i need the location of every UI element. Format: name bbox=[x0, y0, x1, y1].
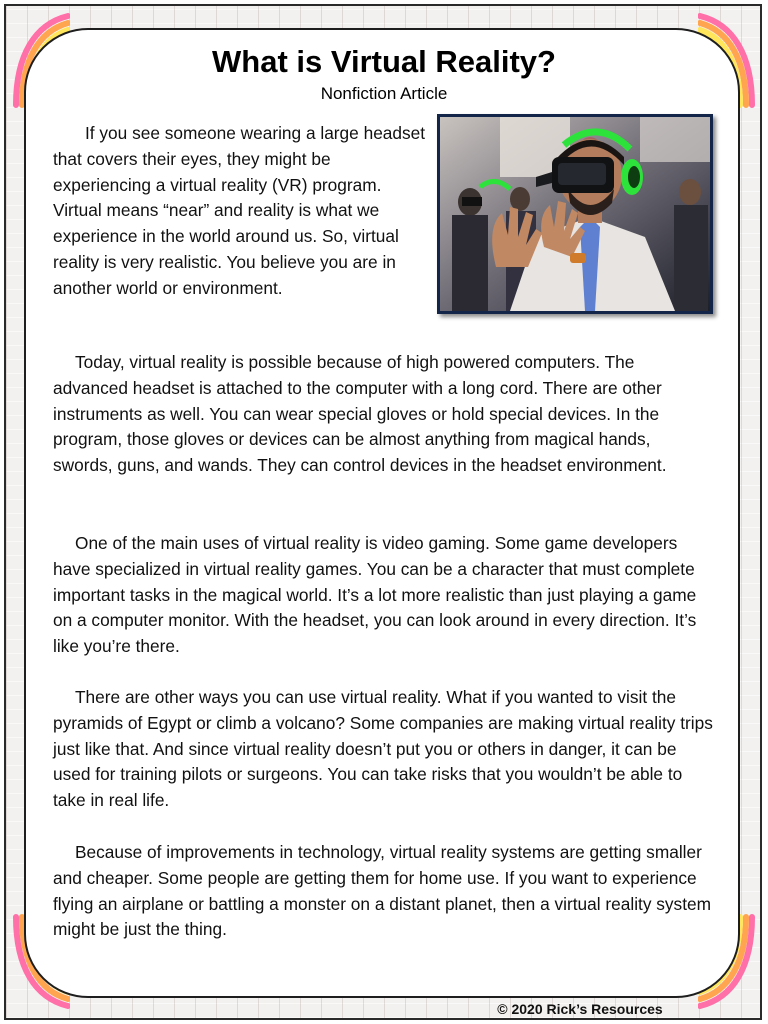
article-paragraph-1: If you see someone wearing a large headset that covers their eyes, they might be experiencing a virtual reality (VR) program. Virtual means “near” and reality is what we experience in the world around us. So, virtual reality is very realistic. You believe you are in another world or environment. bbox=[53, 123, 426, 298]
article-paragraph-2: Today, virtual reality is possible because of high powered computers. The advanced headset is attached to the computer with a long cord. There are other instruments as well. You can wear special gloves or hold special devices. In the program, those gloves or devices can be almost anything from magical hands, swords, guns, and wands. They can control devices in the headset environment. bbox=[53, 352, 667, 476]
copyright-notice: © 2020 Rick’s Resources bbox=[497, 1001, 663, 1017]
article-paragraph-4: There are other ways you can use virtual reality. What if you wanted to visit the pyramids of Egypt or climb a volcano? Some companies are making virtual reality trips just like that. And since virtual reality doesn’t put you or others in danger, it can be used for training pilots or surgeons. You can take risks that you wouldn’t be able to take in real life. bbox=[53, 687, 713, 811]
vr-headset-photo bbox=[437, 114, 713, 314]
article-paragraph-5: Because of improvements in technology, virtual reality systems are getting smaller and cheaper. Some people are getting them for home use. If you want to experience flying an airplane or battling a monster on a distant planet, then a virtual reality system might be just the thing. bbox=[53, 842, 712, 940]
article-paragraph-3: One of the main uses of virtual reality is video gaming. Some game developers have specialized in virtual reality games. You can be a character that must complete important tasks in the magical world. It’s a lot more realistic than just playing a game on a computer monitor. With the headset, you can look around in every direction. It’s like you’re there. bbox=[53, 533, 697, 657]
page-subtitle: Nonfiction Article bbox=[320, 84, 448, 103]
vr-headset-photo-icon bbox=[440, 117, 710, 311]
page-title: What is Virtual Reality? bbox=[212, 44, 556, 79]
